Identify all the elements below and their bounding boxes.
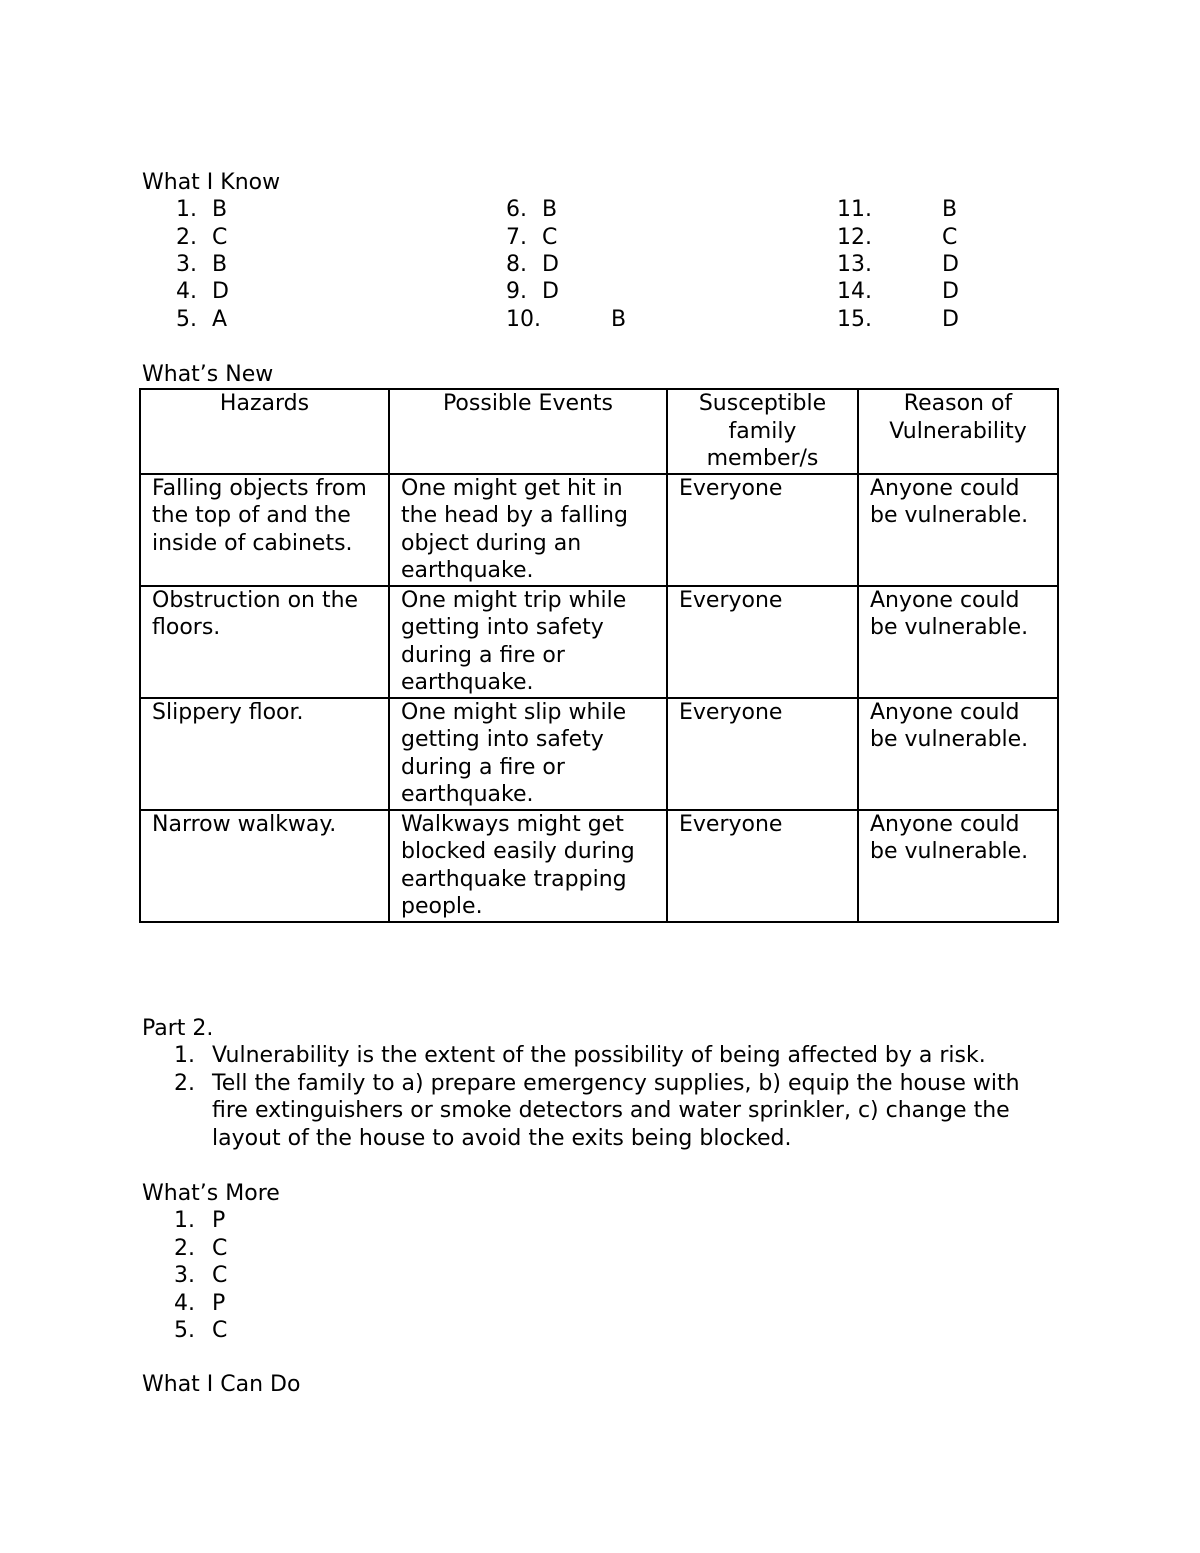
- table-row: [140, 586, 1058, 698]
- column-header-reason: Reason of Vulnerability: [858, 389, 1058, 474]
- table-cell: One might get hit in the head by a falling object during an earthquake.: [389, 474, 667, 586]
- list-item: 4. P: [174, 1290, 226, 1316]
- answer-item: 2. C: [176, 225, 228, 250]
- answer-item: 7. C: [506, 225, 558, 250]
- answer-item: 13. D: [837, 252, 959, 277]
- table-cell: One might trip while getting into safety during a fire or earthquake.: [389, 586, 667, 698]
- list-item: 1. P: [174, 1208, 226, 1233]
- table-cell: Anyone could be vulnerable.: [858, 474, 1058, 586]
- whats-more-list: [142, 1207, 542, 1345]
- table-cell: Everyone: [667, 586, 858, 698]
- answer-item: 10. B: [506, 307, 627, 332]
- answer-item: 11. B: [837, 197, 958, 222]
- column-header-hazards: Hazards: [140, 389, 389, 474]
- answer-item: 6. B: [506, 197, 558, 222]
- answer-item: 5. A: [176, 307, 228, 332]
- table-cell: Everyone: [667, 810, 858, 922]
- table-cell: Falling objects from the top of and the inside of cabinets.: [140, 474, 389, 586]
- answer-item: 8. D: [506, 252, 559, 277]
- answer-item: 15. D: [837, 307, 959, 332]
- table-cell: Walkways might get blocked easily during earthquake trapping people.: [389, 810, 667, 922]
- list-item: 2. Tell the family to a) prepare emergency supplies, b) equip the house with fire extinguishers or smoke detectors and water sprinkler, c) change the layout of the house to avoid the exits being blocked.: [174, 1070, 1020, 1151]
- list-item: 3. C: [174, 1263, 228, 1288]
- table-cell: Anyone could be vulnerable.: [858, 586, 1058, 698]
- column-header-possible-events: Possible Events: [389, 389, 667, 474]
- table-cell: Anyone could be vulnerable.: [858, 698, 1058, 810]
- part-2-heading: Part 2.: [142, 1016, 214, 1041]
- table-row: [140, 698, 1058, 810]
- answer-item: 1. B: [176, 197, 228, 222]
- whats-new-heading: What’s New: [142, 362, 274, 387]
- answer-item: 9. D: [506, 279, 559, 304]
- whats-more-heading: What’s More: [142, 1181, 280, 1206]
- table-cell: Slippery floor.: [140, 698, 389, 810]
- table-cell: One might slip while getting into safety during a fire or earthquake.: [389, 698, 667, 810]
- what-i-know-heading: What I Know: [142, 170, 281, 195]
- answer-item: 3. B: [176, 252, 228, 277]
- hazards-table: [139, 388, 1059, 923]
- table-cell: Anyone could be vulnerable.: [858, 810, 1058, 922]
- answer-item: 12. C: [837, 225, 958, 250]
- list-item: 1. Vulnerability is the extent of the possibility of being affected by a risk.: [174, 1043, 986, 1068]
- list-item: 5. C: [174, 1318, 228, 1343]
- part-2-list: [142, 1042, 1062, 1152]
- answer-item: 14. D: [837, 279, 959, 304]
- what-i-can-do-heading: What I Can Do: [142, 1372, 301, 1397]
- table-header-row: [140, 389, 1058, 474]
- table-cell: Obstruction on the floors.: [140, 586, 389, 698]
- list-item: 2. C: [174, 1235, 228, 1261]
- column-header-susceptible-members: Susceptible family member/s: [667, 389, 858, 474]
- table-row: [140, 474, 1058, 586]
- table-cell: Everyone: [667, 474, 858, 586]
- table-cell: Narrow walkway.: [140, 810, 389, 922]
- answer-item: 4. D: [176, 279, 229, 304]
- table-cell: Everyone: [667, 698, 858, 810]
- table-row: [140, 810, 1058, 922]
